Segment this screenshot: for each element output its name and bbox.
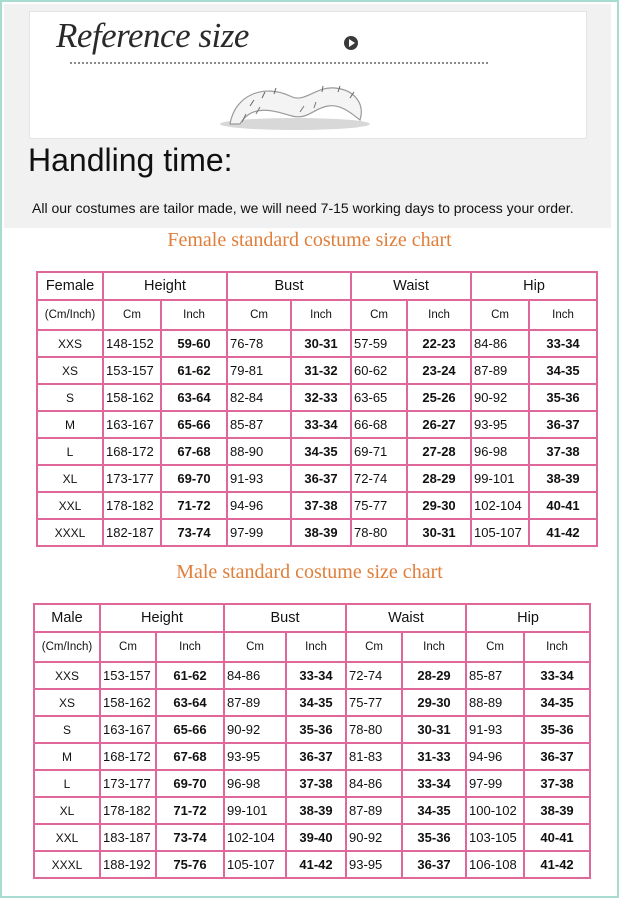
cm-cell: 88-90 [227, 438, 291, 465]
cm-cell: 81-83 [346, 743, 402, 770]
cm-cell: 153-157 [100, 662, 156, 689]
unit-header: Cm [351, 300, 407, 330]
cm-cell: 78-80 [346, 716, 402, 743]
cm-cell: 168-172 [100, 743, 156, 770]
size-cell: L [37, 438, 103, 465]
inch-cell: 65-66 [156, 716, 224, 743]
cm-cell: 63-65 [351, 384, 407, 411]
inch-cell: 29-30 [407, 492, 471, 519]
inch-cell: 26-27 [407, 411, 471, 438]
table-row [37, 384, 597, 411]
unit-header: Inch [402, 632, 466, 662]
height-header: Height [103, 272, 227, 300]
cm-cell: 178-182 [100, 797, 156, 824]
inch-cell: 59-60 [161, 330, 227, 357]
unit-header: Inch [161, 300, 227, 330]
cm-cell: 90-92 [471, 384, 529, 411]
inch-cell: 63-64 [156, 689, 224, 716]
cm-cell: 87-89 [346, 797, 402, 824]
cm-cell: 100-102 [466, 797, 524, 824]
cm-cell: 103-105 [466, 824, 524, 851]
inch-cell: 73-74 [156, 824, 224, 851]
table-row [34, 689, 590, 716]
cm-cell: 94-96 [227, 492, 291, 519]
inch-cell: 40-41 [524, 824, 590, 851]
table-row [37, 438, 597, 465]
cm-cell: 90-92 [346, 824, 402, 851]
size-cell: XXL [37, 492, 103, 519]
bust-header: Bust [227, 272, 351, 300]
unit-header: Inch [156, 632, 224, 662]
inch-cell: 73-74 [161, 519, 227, 546]
hip-header: Hip [471, 272, 597, 300]
hip-header: Hip [466, 604, 590, 632]
unit-label: (Cm/Inch) [34, 632, 100, 662]
unit-header: Cm [471, 300, 529, 330]
inch-cell: 28-29 [402, 662, 466, 689]
inch-cell: 37-38 [524, 770, 590, 797]
bust-header: Bust [224, 604, 346, 632]
cm-cell: 93-95 [471, 411, 529, 438]
cm-cell: 93-95 [224, 743, 286, 770]
table-row [37, 330, 597, 357]
unit-label: (Cm/Inch) [37, 300, 103, 330]
inch-cell: 35-36 [286, 716, 346, 743]
cm-cell: 178-182 [103, 492, 161, 519]
cm-cell: 96-98 [224, 770, 286, 797]
unit-header: Inch [524, 632, 590, 662]
inch-cell: 33-34 [529, 330, 597, 357]
cm-cell: 69-71 [351, 438, 407, 465]
inch-cell: 38-39 [529, 465, 597, 492]
female-chart-title: Female standard costume size chart [167, 229, 452, 251]
cm-cell: 99-101 [471, 465, 529, 492]
cm-cell: 78-80 [351, 519, 407, 546]
inch-cell: 71-72 [156, 797, 224, 824]
size-cell: XL [37, 465, 103, 492]
reference-title: Reference size [56, 16, 249, 55]
size-cell: M [34, 743, 100, 770]
waist-header: Waist [346, 604, 466, 632]
size-cell: XXS [34, 662, 100, 689]
inch-cell: 30-31 [402, 716, 466, 743]
unit-header: Inch [407, 300, 471, 330]
inch-cell: 23-24 [407, 357, 471, 384]
inch-cell: 25-26 [407, 384, 471, 411]
inch-cell: 29-30 [402, 689, 466, 716]
unit-header: Cm [103, 300, 161, 330]
inch-cell: 31-32 [291, 357, 351, 384]
male-size-table [33, 603, 591, 879]
cm-cell: 188-192 [100, 851, 156, 878]
cm-cell: 82-84 [227, 384, 291, 411]
header-panel [4, 4, 611, 228]
cm-cell: 75-77 [351, 492, 407, 519]
inch-cell: 35-36 [529, 384, 597, 411]
inch-cell: 34-35 [286, 689, 346, 716]
inch-cell: 37-38 [529, 438, 597, 465]
table-row [34, 716, 590, 743]
cm-cell: 153-157 [103, 357, 161, 384]
cm-cell: 106-108 [466, 851, 524, 878]
female-size-table [36, 271, 598, 547]
size-cell: M [37, 411, 103, 438]
cm-cell: 173-177 [103, 465, 161, 492]
cm-cell: 84-86 [346, 770, 402, 797]
cm-cell: 163-167 [100, 716, 156, 743]
unit-header: Cm [224, 632, 286, 662]
cm-cell: 57-59 [351, 330, 407, 357]
inch-cell: 71-72 [161, 492, 227, 519]
inch-cell: 31-33 [402, 743, 466, 770]
size-cell: XXXL [34, 851, 100, 878]
cm-cell: 168-172 [103, 438, 161, 465]
inch-cell: 36-37 [286, 743, 346, 770]
inch-cell: 38-39 [286, 797, 346, 824]
waist-header: Waist [351, 272, 471, 300]
unit-header: Inch [529, 300, 597, 330]
table-row [34, 797, 590, 824]
reference-banner [30, 12, 586, 138]
cm-cell: 84-86 [471, 330, 529, 357]
inch-cell: 32-33 [291, 384, 351, 411]
table-row [34, 662, 590, 689]
cm-cell: 105-107 [471, 519, 529, 546]
cm-cell: 99-101 [224, 797, 286, 824]
table-row [34, 770, 590, 797]
inch-cell: 37-38 [291, 492, 351, 519]
inch-cell: 30-31 [291, 330, 351, 357]
cm-cell: 90-92 [224, 716, 286, 743]
play-icon[interactable] [344, 36, 358, 50]
height-header: Height [100, 604, 224, 632]
cm-cell: 96-98 [471, 438, 529, 465]
unit-header: Inch [286, 632, 346, 662]
size-cell: XXXL [37, 519, 103, 546]
cm-cell: 163-167 [103, 411, 161, 438]
cm-cell: 87-89 [471, 357, 529, 384]
handling-text: All our costumes are tailor made, we will need 7-15 working days to process your order. [32, 200, 574, 216]
inch-cell: 33-34 [286, 662, 346, 689]
cm-cell: 91-93 [227, 465, 291, 492]
gender-label: Male [34, 604, 100, 632]
inch-cell: 40-41 [529, 492, 597, 519]
table-row [37, 492, 597, 519]
inch-cell: 30-31 [407, 519, 471, 546]
cm-cell: 88-89 [466, 689, 524, 716]
cm-cell: 105-107 [224, 851, 286, 878]
table-row [37, 411, 597, 438]
table-row [34, 851, 590, 878]
cm-cell: 85-87 [227, 411, 291, 438]
inch-cell: 34-35 [524, 689, 590, 716]
inch-cell: 67-68 [161, 438, 227, 465]
inch-cell: 39-40 [286, 824, 346, 851]
cm-cell: 97-99 [227, 519, 291, 546]
cm-cell: 87-89 [224, 689, 286, 716]
size-cell: XS [37, 357, 103, 384]
handling-title: Handling time: [28, 142, 233, 178]
size-cell: XXL [34, 824, 100, 851]
inch-cell: 36-37 [529, 411, 597, 438]
inch-cell: 75-76 [156, 851, 224, 878]
inch-cell: 69-70 [156, 770, 224, 797]
inch-cell: 65-66 [161, 411, 227, 438]
unit-header: Cm [346, 632, 402, 662]
inch-cell: 36-37 [524, 743, 590, 770]
inch-cell: 35-36 [402, 824, 466, 851]
cm-cell: 60-62 [351, 357, 407, 384]
cm-cell: 102-104 [471, 492, 529, 519]
cm-cell: 66-68 [351, 411, 407, 438]
cm-cell: 182-187 [103, 519, 161, 546]
inch-cell: 61-62 [161, 357, 227, 384]
size-cell: S [34, 716, 100, 743]
cm-cell: 102-104 [224, 824, 286, 851]
cm-cell: 72-74 [351, 465, 407, 492]
unit-header: Cm [227, 300, 291, 330]
inch-cell: 41-42 [524, 851, 590, 878]
inch-cell: 61-62 [156, 662, 224, 689]
inch-cell: 34-35 [291, 438, 351, 465]
size-cell: XS [34, 689, 100, 716]
gender-label: Female [37, 272, 103, 300]
inch-cell: 33-34 [291, 411, 351, 438]
cm-cell: 72-74 [346, 662, 402, 689]
size-cell: L [34, 770, 100, 797]
inch-cell: 63-64 [161, 384, 227, 411]
cm-cell: 91-93 [466, 716, 524, 743]
inch-cell: 41-42 [286, 851, 346, 878]
inch-cell: 33-34 [524, 662, 590, 689]
inch-cell: 22-23 [407, 330, 471, 357]
cm-cell: 183-187 [100, 824, 156, 851]
inch-cell: 67-68 [156, 743, 224, 770]
dotted-divider [70, 62, 488, 64]
table-row [37, 519, 597, 546]
cm-cell: 158-162 [103, 384, 161, 411]
inch-cell: 38-39 [291, 519, 351, 546]
cm-cell: 148-152 [103, 330, 161, 357]
cm-cell: 93-95 [346, 851, 402, 878]
cm-cell: 85-87 [466, 662, 524, 689]
inch-cell: 33-34 [402, 770, 466, 797]
cm-cell: 158-162 [100, 689, 156, 716]
cm-cell: 94-96 [466, 743, 524, 770]
male-chart-title: Male standard costume size chart [176, 561, 443, 583]
unit-header: Cm [466, 632, 524, 662]
table-row [37, 465, 597, 492]
table-row [34, 743, 590, 770]
inch-cell: 35-36 [524, 716, 590, 743]
cm-cell: 97-99 [466, 770, 524, 797]
unit-header: Cm [100, 632, 156, 662]
measuring-tape-icon [210, 74, 380, 134]
table-row [37, 357, 597, 384]
cm-cell: 173-177 [100, 770, 156, 797]
inch-cell: 34-35 [402, 797, 466, 824]
inch-cell: 37-38 [286, 770, 346, 797]
inch-cell: 36-37 [291, 465, 351, 492]
cm-cell: 76-78 [227, 330, 291, 357]
size-cell: XXS [37, 330, 103, 357]
inch-cell: 27-28 [407, 438, 471, 465]
inch-cell: 28-29 [407, 465, 471, 492]
cm-cell: 84-86 [224, 662, 286, 689]
inch-cell: 69-70 [161, 465, 227, 492]
unit-header: Inch [291, 300, 351, 330]
cm-cell: 75-77 [346, 689, 402, 716]
inch-cell: 36-37 [402, 851, 466, 878]
cm-cell: 79-81 [227, 357, 291, 384]
size-cell: S [37, 384, 103, 411]
inch-cell: 38-39 [524, 797, 590, 824]
size-cell: XL [34, 797, 100, 824]
table-row [34, 824, 590, 851]
inch-cell: 34-35 [529, 357, 597, 384]
inch-cell: 41-42 [529, 519, 597, 546]
